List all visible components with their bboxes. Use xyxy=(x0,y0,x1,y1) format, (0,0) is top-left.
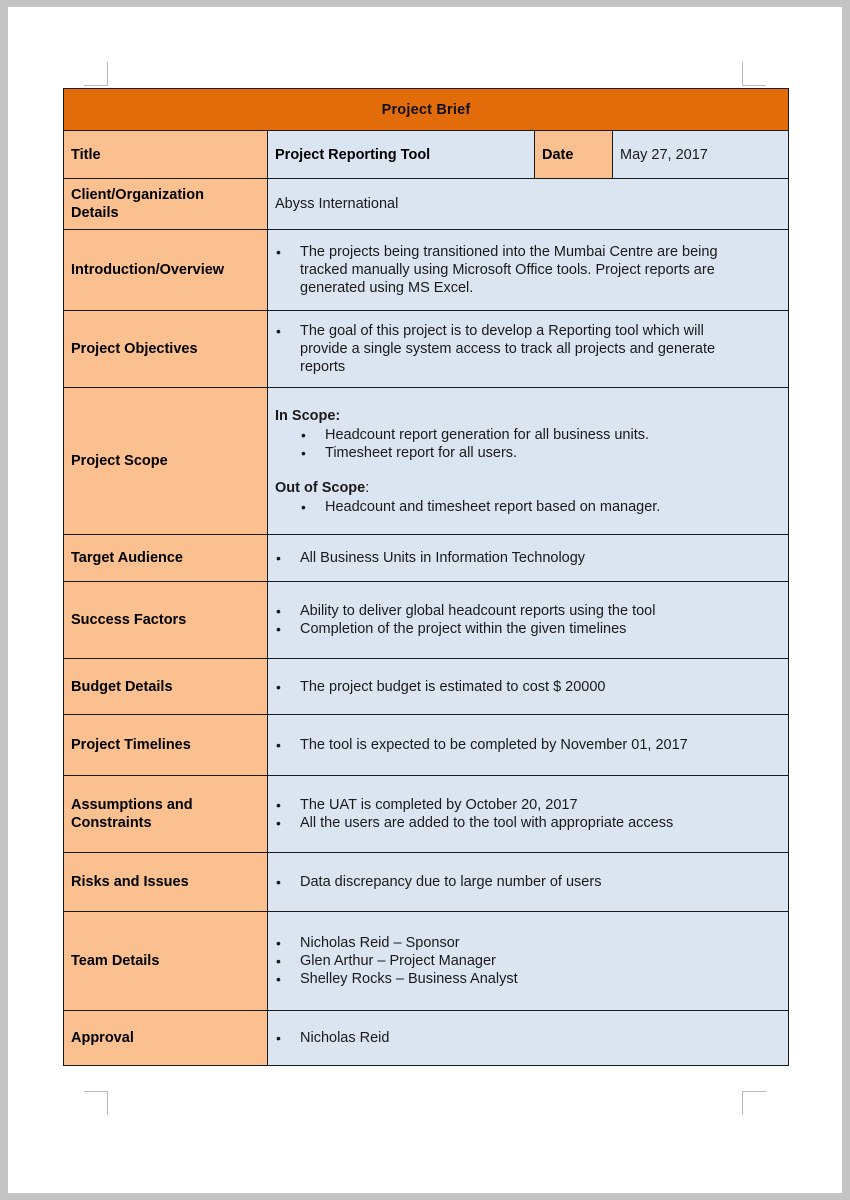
label-introduction: Introduction/Overview xyxy=(64,230,268,311)
label-approval: Approval xyxy=(64,1011,268,1066)
row-budget xyxy=(64,659,789,715)
label-objectives: Project Objectives xyxy=(64,311,268,388)
row-timelines xyxy=(64,715,789,776)
crop-mark-top-right xyxy=(742,62,766,86)
value-audience xyxy=(268,535,789,582)
value-approval xyxy=(268,1011,789,1066)
assumptions-item: • All the users are added to the tool with appropriate access xyxy=(275,814,781,832)
assumptions-item: • The UAT is completed by October 20, 2017 xyxy=(275,796,781,814)
value-client: Abyss International xyxy=(268,179,789,230)
value-timelines xyxy=(268,715,789,776)
row-introduction xyxy=(64,230,789,311)
out-scope-heading xyxy=(275,478,781,498)
row-scope xyxy=(64,388,789,535)
objectives-line: reports xyxy=(300,359,346,375)
project-brief-table xyxy=(63,88,789,1066)
label-assumptions-line2: Constraints xyxy=(71,815,152,831)
label-budget: Budget Details xyxy=(64,659,268,715)
value-title: Project Reporting Tool xyxy=(268,131,535,179)
timelines-item: • The tool is expected to be completed by November 01, 2017 xyxy=(275,736,781,754)
label-title: Title xyxy=(64,131,268,179)
row-success xyxy=(64,582,789,659)
team-member: • Glen Arthur – Project Manager xyxy=(275,952,781,970)
value-date: May 27, 2017 xyxy=(613,131,789,179)
row-client xyxy=(64,179,789,230)
header-row xyxy=(64,89,789,131)
team-member: • Shelley Rocks – Business Analyst xyxy=(275,970,781,988)
in-scope-heading: In Scope: xyxy=(275,408,341,424)
label-assumptions-line1: Assumptions and xyxy=(71,797,193,813)
objectives-line: provide a single system access to track all projects and generate xyxy=(300,341,716,357)
in-scope-item: • Headcount report generation for all business units. xyxy=(275,426,781,444)
crop-mark-bottom-right xyxy=(742,1091,766,1115)
objectives-line: • The goal of this project is to develop a Reporting tool which will xyxy=(300,323,704,339)
team-member: • Nicholas Reid – Sponsor xyxy=(275,934,781,952)
label-client-line1: Client/Organization xyxy=(71,187,204,203)
budget-item: • The project budget is estimated to cost $ 20000 xyxy=(275,678,781,696)
row-objectives xyxy=(64,311,789,388)
approval-item: • Nicholas Reid xyxy=(275,1029,781,1047)
in-scope-list xyxy=(275,426,781,462)
label-assumptions xyxy=(64,776,268,853)
out-scope-heading-text: Out of Scope xyxy=(275,480,366,496)
row-title xyxy=(64,131,789,179)
in-scope-item: • Timesheet report for all users. xyxy=(275,444,781,462)
document-title: Project Brief xyxy=(64,89,789,131)
objectives-item xyxy=(275,322,781,376)
crop-mark-top-left xyxy=(84,62,108,86)
out-scope-item: • Headcount and timesheet report based on manager. xyxy=(275,498,781,516)
value-budget xyxy=(268,659,789,715)
audience-item: • All Business Units in Information Technology xyxy=(275,549,781,567)
value-introduction xyxy=(268,230,789,311)
value-team xyxy=(268,912,789,1011)
introduction-line: generated using MS Excel. xyxy=(300,280,474,296)
value-risks xyxy=(268,853,789,912)
row-approval xyxy=(64,1011,789,1066)
row-assumptions xyxy=(64,776,789,853)
out-scope-list xyxy=(275,498,781,516)
value-objectives xyxy=(268,311,789,388)
success-item: • Ability to deliver global headcount reports using the tool xyxy=(275,602,781,620)
label-team: Team Details xyxy=(64,912,268,1011)
row-team xyxy=(64,912,789,1011)
value-assumptions xyxy=(268,776,789,853)
label-audience: Target Audience xyxy=(64,535,268,582)
label-timelines: Project Timelines xyxy=(64,715,268,776)
value-scope xyxy=(268,388,789,535)
introduction-item xyxy=(275,243,781,297)
introduction-line: tracked manually using Microsoft Office tools. Project reports are xyxy=(300,262,715,278)
row-audience xyxy=(64,535,789,582)
crop-mark-bottom-left xyxy=(84,1091,108,1115)
document-page xyxy=(8,7,842,1193)
label-client-line2: Details xyxy=(71,205,119,221)
row-risks xyxy=(64,853,789,912)
label-success: Success Factors xyxy=(64,582,268,659)
label-client xyxy=(64,179,268,230)
introduction-line: • The projects being transitioned into the Mumbai Centre are being xyxy=(300,244,718,260)
value-success xyxy=(268,582,789,659)
success-item: • Completion of the project within the given timelines xyxy=(275,620,781,638)
out-scope-heading-colon: : xyxy=(365,480,370,496)
label-risks: Risks and Issues xyxy=(64,853,268,912)
label-scope: Project Scope xyxy=(64,388,268,535)
risks-item: • Data discrepancy due to large number of users xyxy=(275,873,781,891)
label-date: Date xyxy=(535,131,613,179)
